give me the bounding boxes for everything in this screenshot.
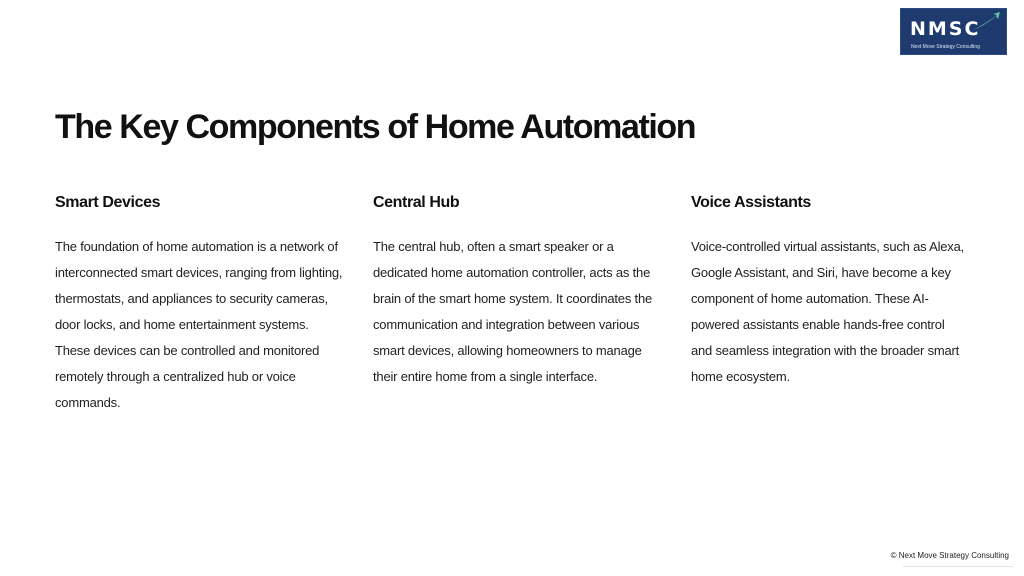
column-heading: Smart Devices: [55, 194, 161, 211]
footer-divider: [903, 566, 1013, 567]
page-title: The Key Components of Home Automation: [55, 108, 696, 146]
logo-mark: NMSC: [910, 18, 981, 40]
column-body: The foundation of home automation is a network of interconnected smart devices, ranging from lighting, thermostats, and appliances to security cameras, door locks, and home entertainment systems. These devices can be controlled and monitored remotely through a centralized hub or voice commands.: [55, 239, 343, 410]
footer-copyright: © Next Move Strategy Consulting: [890, 551, 1009, 560]
component-column-voice-assistants: [691, 192, 966, 390]
column-heading: Voice Assistants: [691, 194, 811, 211]
column-body: The central hub, often a smart speaker or a dedicated home automation controller, acts as the brain of the smart home system. It coordinates the communication and integration between various smart devices, allowing homeowners to manage their entire home from a single interface.: [373, 239, 653, 384]
column-body: Voice-controlled virtual assistants, such as Alexa, Google Assistant, and Siri, have become a key component of home automation. These AI-powered assistants enable hands-free control and seamless integration with the broader smart home ecosystem.: [691, 239, 965, 384]
component-column-central-hub: [373, 192, 663, 390]
logo-swoosh-icon: [971, 12, 1001, 32]
logo-subtitle: Next Move Strategy Consulting: [911, 44, 980, 50]
component-column-smart-devices: [55, 192, 345, 416]
nmsc-logo: [900, 8, 1007, 55]
column-heading: Central Hub: [373, 194, 460, 211]
